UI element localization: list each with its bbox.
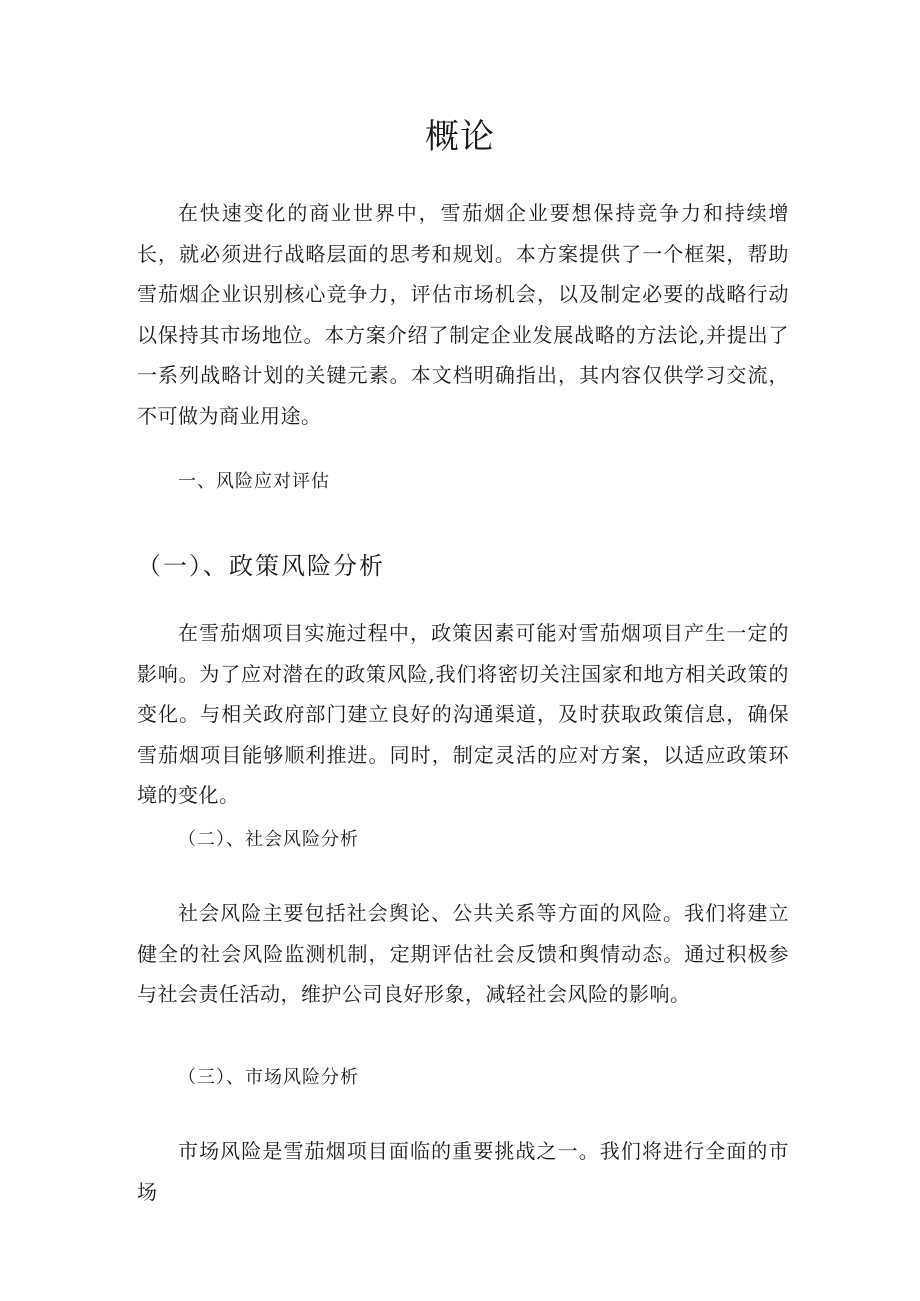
subsection-heading-social-risk: （二）、社会风险分析 <box>178 829 359 850</box>
social-risk-paragraph: 社会风险主要包括社会舆论、公共关系等方面的风险。我们将建立健全的社会风险监测机制，定期评估社会反馈和舆情动态。通过积极参与社会责任活动，维护公司良好形象，减轻社会风险的影响。 <box>137 901 789 1006</box>
policy-risk-paragraph: 在雪茄烟项目实施过程中，政策因素可能对雪茄烟项目产生一定的影响。为了应对潜在的政策风险,我们将密切关注国家和地方相关政策的变化。与相关政府部门建立良好的沟通渠道，及时获取政策信息，确保雪茄烟项目能够顺利推进。同时，制定灵活的应对方案，以适应政策环境的变化。 <box>137 621 789 807</box>
document-title: 概论 <box>425 117 495 157</box>
subsection-heading-policy-risk: （一）、政策风险分析 <box>137 552 385 580</box>
section-heading-risk-assessment: 一、风险应对评估 <box>178 471 330 492</box>
intro-paragraph: 在快速变化的商业世界中，雪茄烟企业要想保持竞争力和持续增长，就必须进行战略层面的思考和规划。本方案提供了一个框架，帮助雪茄烟企业识别核心竞争力，评估市场机会，以及制定必要的战略行动以保持其市场地位。本方案介绍了制定企业发展战略的方法论,并提出了一系列战略计划的关键元素。本文档明确指出，其内容仅供学习交流，不可做为商业用途。 <box>137 201 789 428</box>
subsection-heading-market-risk: （三）、市场风险分析 <box>178 1067 359 1088</box>
market-risk-paragraph: 市场风险是雪茄烟项目面临的重要挑战之一。我们将进行全面的市场 <box>137 1139 789 1204</box>
